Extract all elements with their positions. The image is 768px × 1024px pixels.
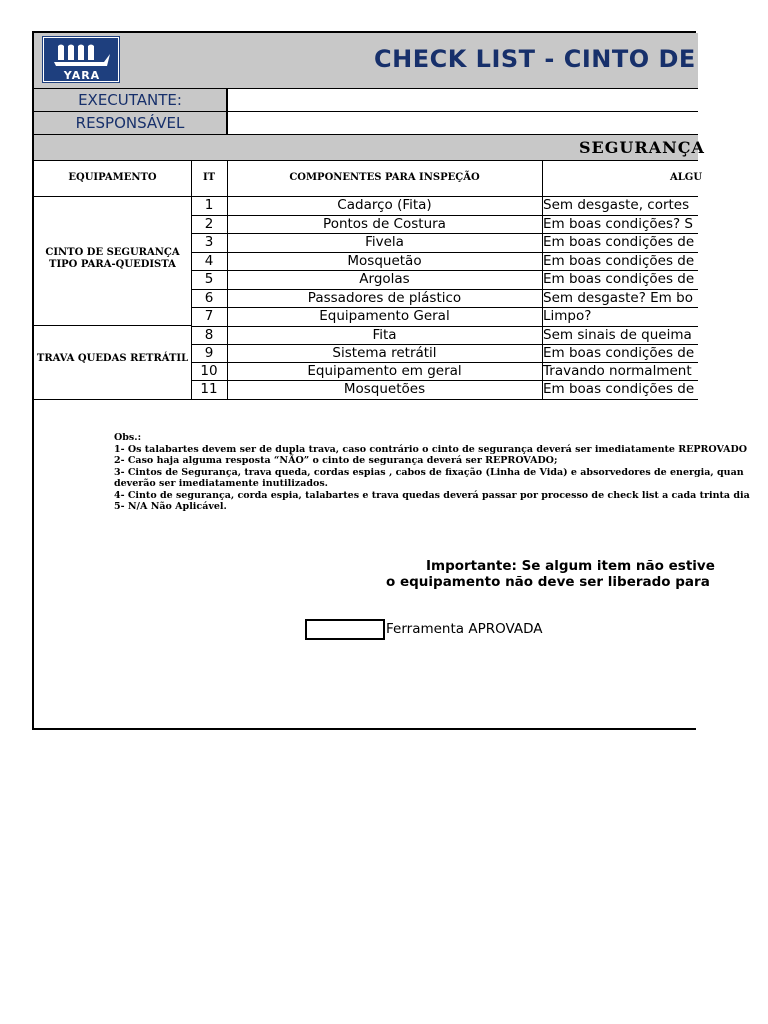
component-name: Equipamento em geral [307,362,462,379]
group-divider [34,325,191,326]
important-line1: Importante: Se algum item não estive [426,558,715,574]
col-header-equipamento: EQUIPAMENTO [68,172,157,183]
item-number: 7 [204,308,214,324]
inspection-question: Em boas condições de [543,271,695,287]
responsavel-field[interactable] [227,112,698,135]
table-bottom [34,399,698,400]
item-number: 10 [200,362,218,379]
item-number: 4 [204,252,214,269]
obs-line: 2- Caso haja alguma resposta “NÃO” o cinto de segurança deverá ser REPROVADO; [114,455,558,466]
executante-label: EXECUTANTE: [34,89,227,112]
obs-line: 1- Os talabartes devem ser de dupla trava, caso contrário o cinto de segurança deverá ser imediatamente REPROVADO [114,443,748,455]
component-name: Argolas [359,271,410,287]
inspection-question: Sem sinais de queima [543,326,692,343]
col-header-algum: ALGU [670,172,703,183]
important-line2: o equipamento não deve ser liberado para [386,574,710,590]
group-trava-line1: TRAVA QUEDAS RETRÁTIL [36,353,189,364]
item-number: 3 [204,234,214,250]
component-name: Passadores de plástico [307,289,462,306]
component-name: Pontos de Costura [323,215,446,232]
observations [114,432,750,513]
item-number: 6 [204,289,214,306]
component-name: Equipamento Geral [319,308,450,324]
inspection-question: Em boas condições de [543,252,695,269]
component-name: Cadarço (Fita) [337,197,432,213]
component-name: Sistema retrátil [332,344,437,361]
page-title: CHECK LIST - CINTO DE [374,45,696,73]
approval-label: Ferramenta APROVADA [386,621,543,637]
obs-line: 4- Cinto de segurança, corda espia, talabartes e trava quedas deverá passar por processo de check list a cada trinta dia [114,489,750,501]
obs-line: deverão ser imediatamente inutilizados. [114,478,328,489]
col-header-componentes: COMPONENTES PARA INSPEÇÃO [289,172,480,183]
group-cinto-line1: CINTO DE SEGURANÇA [45,247,180,258]
inspection-question: Sem desgaste, cortes [543,197,690,213]
executante-field[interactable] [227,89,698,112]
inspection-question: Limpo? [543,308,592,324]
viking-ship-icon [54,42,110,68]
col-header-it: IT [202,172,216,183]
item-number: 1 [204,197,214,213]
item-number: 11 [200,380,218,397]
obs-line: 5- N/A Não Aplicável. [114,501,227,512]
inspection-question: Em boas condições de [543,344,695,361]
component-name: Mosquetão [347,252,422,269]
inspection-question: Em boas condições? S [543,215,694,232]
section-title: SEGURANÇA [579,138,705,157]
inspection-question: Sem desgaste? Em bo [543,289,693,306]
approval-checkbox[interactable] [305,619,385,640]
item-number: 5 [204,271,214,287]
component-name: Fita [372,326,397,343]
obs-line: 3- Cintos de Segurança, trava queda, cordas espias , cabos de fixação (Linha de Vida) e absorvedores de energia, quan [114,466,744,478]
item-number: 8 [204,326,214,343]
item-number: 9 [204,344,214,361]
obs-heading: Obs.: [114,432,142,443]
component-name: Fivela [365,234,404,250]
group-cinto-line2: TIPO PARA-QUEDISTA [49,259,176,270]
yara-logo [43,37,119,82]
responsavel-label: RESPONSÁVEL [34,112,227,135]
logo-text: YARA [63,69,101,82]
item-number: 2 [204,215,214,232]
group-trava [34,353,191,365]
inspection-question: Em boas condições de [543,380,695,397]
inspection-question: Em boas condições de [543,234,695,250]
inspection-question: Travando normalment [543,362,692,379]
component-name: Mosquetões [343,380,426,397]
group-cinto [34,247,191,271]
checklist-sheet [32,31,750,730]
